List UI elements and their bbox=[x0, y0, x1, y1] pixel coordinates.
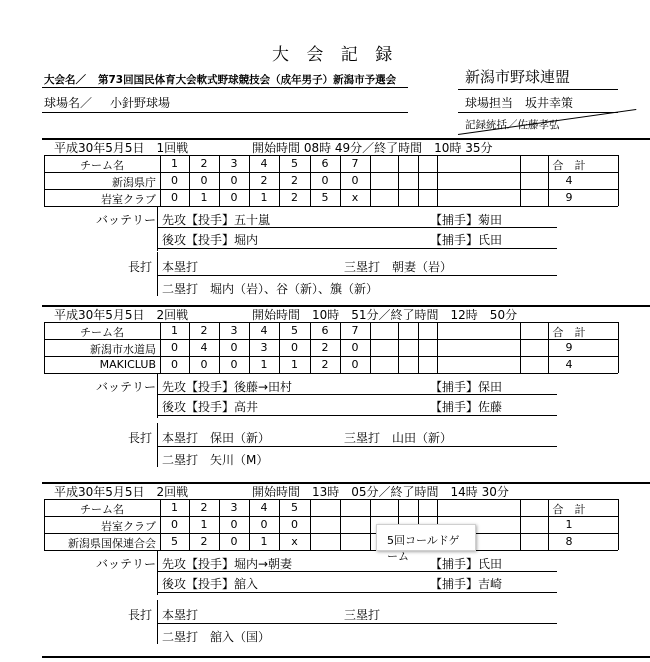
battery-rule bbox=[157, 248, 557, 249]
table-rule bbox=[437, 155, 438, 206]
home-run: 本塁打 bbox=[162, 608, 199, 622]
inning-score: x bbox=[291, 535, 298, 548]
table-rule bbox=[618, 499, 619, 550]
inning-score: 0 bbox=[230, 191, 238, 204]
table-rule bbox=[370, 322, 371, 373]
first-catcher: 【捕手】保田 bbox=[430, 380, 503, 394]
inning-score: 2 bbox=[291, 191, 298, 204]
inning-score: 0 bbox=[291, 341, 298, 354]
inning-score: 3 bbox=[260, 341, 268, 354]
inning-score: 0 bbox=[171, 358, 178, 371]
venue-staff: 球場担当 坂井幸策 bbox=[465, 96, 574, 110]
inning-score: 1 bbox=[200, 191, 208, 204]
long-hits-rule bbox=[157, 623, 557, 624]
table-rule bbox=[418, 155, 419, 206]
second-pitcher: 後攻【投手】堀内 bbox=[162, 233, 259, 247]
inning-score: 1 bbox=[260, 191, 268, 204]
triple: 三塁打 山田（新） bbox=[344, 431, 453, 445]
inning-score: 1 bbox=[291, 358, 298, 371]
second-catcher: 【捕手】吉崎 bbox=[430, 577, 503, 591]
battery-rule bbox=[157, 374, 158, 418]
battery-rule bbox=[157, 571, 557, 572]
battery-rule bbox=[157, 415, 557, 416]
inning-score: 0 bbox=[171, 191, 178, 204]
called-game-note: 5回コールドゲーム bbox=[376, 524, 476, 551]
long-hits-label: 長打 bbox=[128, 260, 153, 274]
team-name: 新潟県庁 bbox=[112, 176, 156, 189]
second-pitcher: 後攻【投手】舘入 bbox=[162, 577, 259, 591]
inning-score: 5 bbox=[171, 535, 178, 548]
inning-score: 4 bbox=[200, 341, 208, 354]
table-rule bbox=[398, 322, 399, 373]
second-catcher: 【捕手】佐藤 bbox=[430, 400, 503, 414]
table-rule bbox=[44, 373, 618, 374]
records-manager: 記録統括／佐藤孝弘 bbox=[465, 119, 560, 131]
second-pitcher: 後攻【投手】高井 bbox=[162, 400, 259, 414]
inning-header: 6 bbox=[321, 157, 329, 170]
table-rule bbox=[370, 499, 371, 550]
inning-header: 3 bbox=[230, 501, 238, 514]
inning-header: 1 bbox=[171, 157, 178, 170]
battery-rule bbox=[157, 207, 158, 251]
team-name-header: チーム名 bbox=[80, 503, 124, 516]
first-catcher: 【捕手】氏田 bbox=[430, 557, 503, 571]
battery-rule bbox=[157, 227, 557, 228]
inning-header: 3 bbox=[230, 157, 238, 170]
battery-rule bbox=[157, 394, 557, 395]
inning-header: 1 bbox=[171, 324, 178, 337]
inning-score: 0 bbox=[230, 358, 238, 371]
inning-header: 7 bbox=[351, 324, 359, 337]
long-hits-rule bbox=[157, 446, 557, 447]
inning-header: 5 bbox=[291, 501, 298, 514]
tournament-label: 大会名／ bbox=[44, 74, 86, 86]
home-run: 本塁打 bbox=[162, 260, 199, 274]
table-rule bbox=[44, 322, 618, 323]
game-time: 開始時間 10時 51分／終了時間 12時 50分 bbox=[252, 308, 518, 322]
total-score: 4 bbox=[565, 174, 573, 187]
inning-score: 1 bbox=[260, 535, 268, 548]
inning-score: 0 bbox=[291, 518, 298, 531]
inning-header: 6 bbox=[321, 324, 329, 337]
home-run: 本塁打 保田（新） bbox=[162, 431, 271, 445]
long-hits-label: 長打 bbox=[128, 608, 153, 622]
inning-score: 0 bbox=[230, 518, 238, 531]
inning-header: 7 bbox=[351, 157, 359, 170]
table-rule bbox=[310, 499, 311, 550]
inning-score: 2 bbox=[200, 535, 208, 548]
total-header: 合 計 bbox=[552, 326, 586, 339]
total-score: 9 bbox=[565, 191, 573, 204]
table-rule bbox=[618, 155, 619, 206]
inning-header: 1 bbox=[171, 501, 178, 514]
total-score: 1 bbox=[565, 518, 573, 531]
battery-label: バッテリー bbox=[96, 557, 157, 571]
triple: 三塁打 bbox=[344, 608, 381, 622]
section-divider bbox=[42, 656, 650, 658]
team-name: 岩室クラブ bbox=[101, 193, 156, 206]
double: 二塁打 舘入（国） bbox=[162, 630, 271, 644]
total-score: 4 bbox=[565, 358, 573, 371]
battery-rule bbox=[157, 592, 557, 593]
inning-score: 0 bbox=[200, 358, 208, 371]
team-name-header: チーム名 bbox=[80, 159, 124, 172]
inning-score: 0 bbox=[230, 341, 238, 354]
inning-header: 3 bbox=[230, 324, 238, 337]
first-catcher: 【捕手】菊田 bbox=[430, 213, 503, 227]
table-rule bbox=[340, 499, 341, 550]
team-name: 岩室クラブ bbox=[101, 520, 156, 533]
team-name: 新潟県国保連合会 bbox=[68, 537, 156, 550]
table-rule bbox=[398, 155, 399, 206]
table-rule bbox=[370, 155, 371, 206]
inning-score: 2 bbox=[260, 174, 268, 187]
inning-score: 0 bbox=[171, 174, 178, 187]
tournament-name: 第73回国民体育大会軟式野球競技会（成年男子）新潟市予選会 bbox=[98, 74, 397, 86]
battery-label: バッテリー bbox=[96, 213, 157, 227]
inning-score: 1 bbox=[260, 358, 268, 371]
inning-score: 2 bbox=[321, 358, 329, 371]
inning-header: 5 bbox=[291, 324, 298, 337]
game-time: 開始時間 13時 05分／終了時間 14時 30分 bbox=[252, 485, 509, 499]
inning-header: 4 bbox=[260, 157, 268, 170]
table-rule bbox=[44, 155, 618, 156]
first-pitcher: 先攻【投手】堀内→朝妻 bbox=[162, 557, 293, 571]
inning-header: 2 bbox=[200, 501, 208, 514]
battery-label: バッテリー bbox=[96, 380, 157, 394]
total-header: 合 計 bbox=[552, 503, 586, 516]
total-score: 9 bbox=[565, 341, 573, 354]
inning-score: 0 bbox=[230, 174, 238, 187]
page-title: 大 会 記 録 bbox=[272, 45, 399, 65]
table-rule bbox=[418, 322, 419, 373]
team-name: 新潟市水道局 bbox=[90, 343, 156, 356]
battery-rule bbox=[157, 551, 158, 595]
inning-header: 4 bbox=[260, 501, 268, 514]
table-rule bbox=[44, 499, 618, 500]
game-date-round: 平成30年5月5日 2回戦 bbox=[54, 308, 189, 322]
venue-label: 球場名／ bbox=[44, 96, 93, 110]
inning-score: 0 bbox=[351, 341, 359, 354]
inning-score: 0 bbox=[351, 358, 359, 371]
table-rule bbox=[437, 322, 438, 373]
inning-score: 1 bbox=[200, 518, 208, 531]
total-score: 8 bbox=[565, 535, 573, 548]
team-name: MAKICLUB bbox=[99, 358, 156, 371]
inning-header: 4 bbox=[260, 324, 268, 337]
inning-score: 0 bbox=[200, 174, 208, 187]
inning-score: 0 bbox=[260, 518, 268, 531]
inning-header: 2 bbox=[200, 324, 208, 337]
first-pitcher: 先攻【投手】五十嵐 bbox=[162, 213, 271, 227]
game-date-round: 平成30年5月5日 2回戦 bbox=[54, 485, 189, 499]
inning-score: 0 bbox=[171, 341, 178, 354]
inning-score: x bbox=[351, 191, 359, 204]
inning-header: 2 bbox=[200, 157, 208, 170]
long-hits-label: 長打 bbox=[128, 431, 153, 445]
total-header: 合 計 bbox=[552, 159, 586, 172]
double: 二塁打 矢川（M） bbox=[162, 453, 269, 467]
long-hits-rule bbox=[157, 600, 158, 644]
first-pitcher: 先攻【投手】後藤→田村 bbox=[162, 380, 293, 394]
inning-score: 0 bbox=[230, 535, 238, 548]
double: 二塁打 堀内（岩）、谷（新）、籏（新） bbox=[162, 282, 379, 296]
inning-score: 2 bbox=[321, 341, 329, 354]
organization-name: 新潟市野球連盟 bbox=[465, 68, 571, 86]
inning-score: 0 bbox=[351, 174, 359, 187]
game-date-round: 平成30年5月5日 1回戦 bbox=[54, 141, 189, 155]
inning-score: 5 bbox=[321, 191, 329, 204]
triple: 三塁打 朝妻（岩） bbox=[344, 260, 453, 274]
inning-score: 0 bbox=[321, 174, 329, 187]
inning-header: 5 bbox=[291, 157, 298, 170]
inning-score: 0 bbox=[171, 518, 178, 531]
long-hits-rule bbox=[157, 423, 158, 467]
second-catcher: 【捕手】氏田 bbox=[430, 233, 503, 247]
game-time: 開始時間 08時 49分／終了時間 10時 35分 bbox=[252, 141, 493, 155]
long-hits-rule bbox=[157, 252, 158, 296]
inning-score: 2 bbox=[291, 174, 298, 187]
team-name-header: チーム名 bbox=[80, 326, 124, 339]
venue-name: 小針野球場 bbox=[110, 96, 171, 110]
long-hits-rule bbox=[157, 275, 557, 276]
table-rule bbox=[618, 322, 619, 373]
